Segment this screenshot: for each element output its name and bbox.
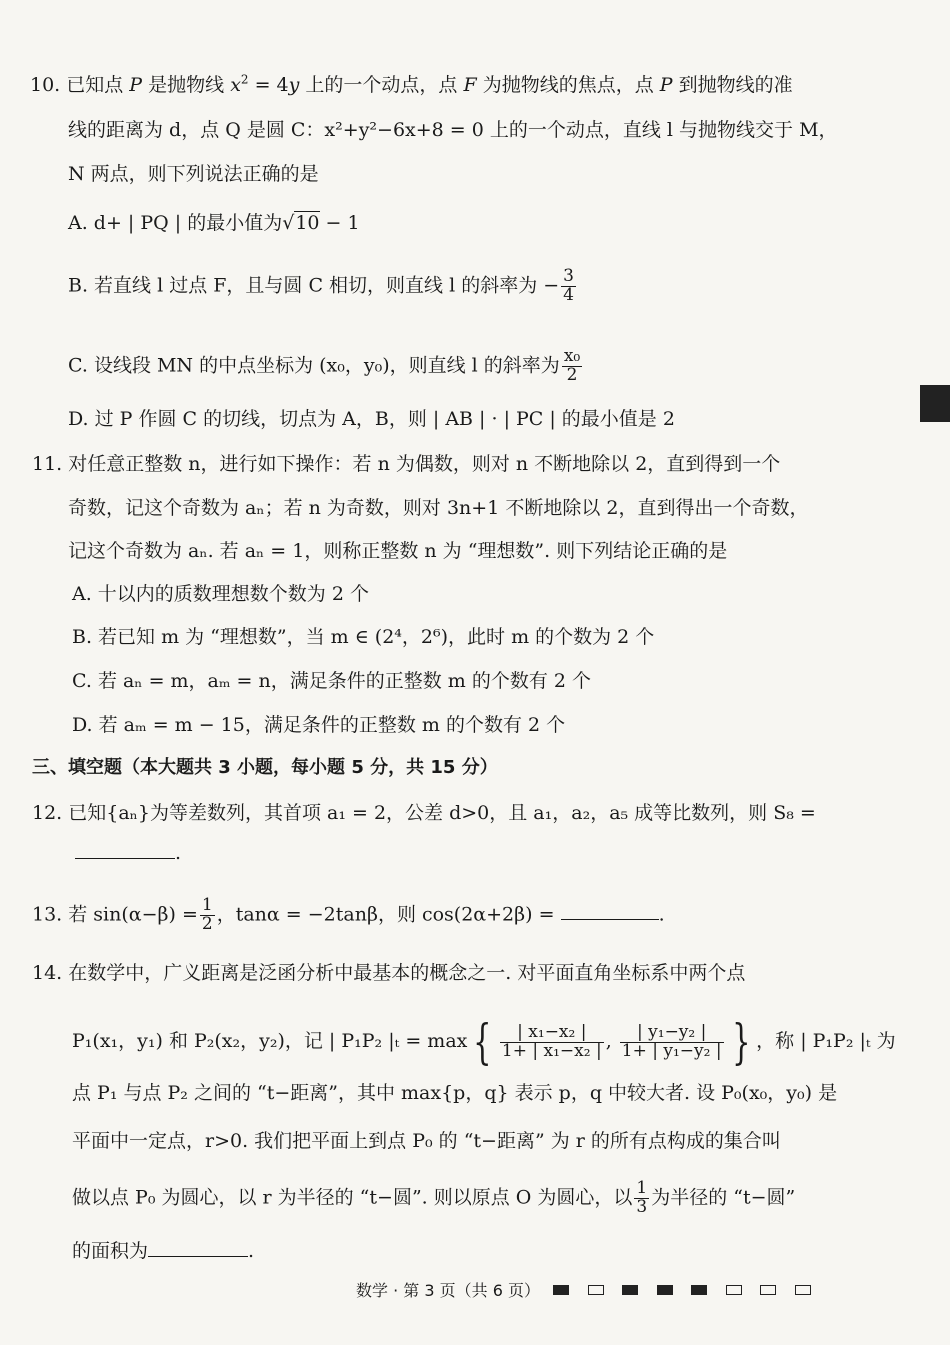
- q11-line3: 记这个奇数为 aₙ. 若 aₙ = 1，则称正整数 n 为 “理想数”. 则下列结论正确的是: [68, 540, 728, 562]
- sqrt-sign: √: [282, 212, 295, 234]
- q10-var-p: P: [659, 74, 673, 96]
- q13-text: 13. 若 sin(α−β) =: [32, 903, 198, 926]
- q10-text: 是抛物线: [142, 74, 231, 96]
- fraction: [562, 348, 582, 385]
- scan-mark-filled: [657, 1285, 673, 1295]
- q11-option-d: D. 若 aₘ = m − 15，满足条件的正整数 m 的个数有 2 个: [72, 714, 566, 736]
- option-text: C. 设线段 MN 的中点坐标为 (x₀，y₀)，则直线 l 的斜率为: [68, 354, 560, 377]
- q13-line: [32, 897, 665, 934]
- page-edge-tab: [920, 385, 950, 422]
- q11-line2: 奇数，记这个奇数为 aₙ；若 n 为奇数，则对 3n+1 不断地除以 2，直到得出一个奇数，: [68, 497, 809, 519]
- q10-text: 到抛物线的准: [672, 74, 793, 96]
- page-number: 数学 · 第 3 页（共 6 页）: [356, 1281, 540, 1300]
- q10-text: = 4: [248, 74, 289, 96]
- scan-mark-empty: [760, 1285, 776, 1295]
- fraction-denominator: 3: [636, 1196, 648, 1217]
- fraction: [200, 897, 215, 934]
- fraction-denominator: 2: [201, 913, 213, 934]
- q12-line1: 12. 已知{aₙ}为等差数列，其首项 a₁ = 2，公差 d>0，且 a₁，a₂，a₅ 成等比数列，则 S₈ =: [32, 802, 816, 824]
- q10-text: 为抛物线的焦点，点: [476, 74, 660, 96]
- q10-option-a: [68, 210, 360, 236]
- option-text: B. 若直线 l 过点 F，且与圆 C 相切，则直线 l 的斜率为 −: [68, 274, 560, 297]
- q14-line5: [72, 1180, 795, 1217]
- q10-var-y: y: [288, 74, 300, 96]
- page-footer: [0, 1275, 950, 1305]
- q11-option-b: B. 若已知 m 为 “理想数”，当 m ∈ (2⁴，2⁶)，此时 m 的个数为 2 个: [72, 626, 655, 648]
- answer-blank: [148, 1238, 248, 1257]
- fraction-denominator: 2: [566, 364, 578, 385]
- fraction-numerator: x₀: [563, 346, 581, 366]
- q11-option-a: A. 十以内的质数理想数个数为 2 个: [72, 583, 369, 605]
- q10-line3: N 两点，则下列说法正确的是: [68, 163, 319, 185]
- fraction-denominator: 1+ | x₁−x₂ |: [501, 1040, 602, 1061]
- fraction-numerator: | x₁−x₂ |: [500, 1024, 604, 1043]
- q14-line3: 点 P₁ 与点 P₂ 之间的 “t−距离”，其中 max{p，q} 表示 p，q 中较大者. 设 P₀(x₀，y₀) 是: [72, 1082, 838, 1104]
- q14-text: 为半径的 “t−圆”: [651, 1186, 796, 1209]
- q14-line4: 平面中一定点，r>0. 我们把平面上到点 P₀ 的 “t−距离” 为 r 的所有点构成的集合叫: [72, 1130, 781, 1152]
- q14-text: ，称 | P₁P₂ |ₜ 为: [756, 1030, 896, 1052]
- q10-line2: 线的距离为 d，点 Q 是圆 C：x²+y²−6x+8 = 0 上的一个动点，直线 l 与抛物线交于 M，: [68, 119, 838, 141]
- q14-text: P₁(x₁，y₁) 和 P₂(x₂，y₂)，记 | P₁P₂ |ₜ = max: [72, 1030, 468, 1052]
- period: .: [658, 903, 665, 926]
- q10-text: 10. 已知点: [30, 74, 130, 96]
- left-brace: {: [473, 1014, 492, 1070]
- fraction: [634, 1180, 649, 1217]
- q14-text: 做以点 P₀ 为圆心，以 r 为半径的 “t−圆”. 则以原点 O 为圆心，以: [72, 1186, 633, 1209]
- q10-var-f: F: [463, 74, 477, 96]
- section-heading: 三、填空题（本大题共 3 小题，每小题 5 分，共 15 分）: [32, 757, 498, 778]
- q11-line1: 11. 对任意正整数 n，进行如下操作：若 n 为偶数，则对 n 不断地除以 2，直到得到一个: [32, 453, 781, 475]
- right-brace: }: [731, 1014, 751, 1070]
- q10-line1: [30, 72, 793, 98]
- period: .: [248, 1240, 255, 1262]
- fraction: [620, 1021, 724, 1061]
- answer-blank: [75, 840, 175, 859]
- q14-text: 的面积为: [72, 1240, 149, 1262]
- fraction-denominator: 1+ | y₁−y₂ |: [621, 1040, 722, 1061]
- scan-mark-filled: [553, 1285, 569, 1295]
- fraction-numerator: 1: [636, 1178, 648, 1198]
- option-text: A. d+ | PQ | 的最小值为: [68, 212, 283, 234]
- q10-var-x: x: [230, 74, 241, 96]
- fraction: [561, 268, 576, 305]
- q10-var-p: P: [129, 74, 143, 96]
- scan-mark-filled: [622, 1285, 638, 1295]
- q10-exp: 2: [240, 72, 249, 87]
- fraction-numerator: 3: [563, 266, 574, 286]
- fraction-denominator: 4: [563, 284, 574, 305]
- q11-option-c: C. 若 aₙ = m，aₘ = n，满足条件的正整数 m 的个数有 2 个: [72, 670, 592, 692]
- fraction-numerator: 1: [201, 895, 213, 915]
- q12-line2: [75, 840, 181, 866]
- q14-line2: P₁(x₁，y₁) 和 P₂(x₂，y₂)，记 | P₁P₂ |ₜ = max { $\frac{\text{| x₁−x₂ |}}{\text{1+ | x₁−x₂ |}}$ , $\frac{\text{| y₁−y₂ |}}{\text{1+ | y₁−y₂ |}}$ } ，称 | P₁P₂ |ₜ 为: [72, 1014, 896, 1070]
- q10-option-b: [68, 268, 578, 305]
- q10-text: 上的一个动点，点: [299, 74, 464, 96]
- scan-mark-empty: [795, 1285, 811, 1295]
- q13-text: ，tanα = −2tanβ，则 cos(2α+2β) =: [216, 903, 555, 926]
- option-text: − 1: [319, 212, 360, 234]
- fraction: [500, 1021, 604, 1061]
- period: .: [175, 842, 182, 864]
- q10-option-c: [68, 348, 584, 385]
- q14-line6: [72, 1238, 254, 1264]
- fraction-numerator: | y₁−y₂ |: [620, 1024, 724, 1043]
- q14-line1: 14. 在数学中，广义距离是泛函分析中最基本的概念之一. 对平面直角坐标系中两个点: [32, 962, 746, 984]
- q10-option-d: D. 过 P 作圆 C 的切线，切点为 A，B，则 | AB | · | PC | 的最小值是 2: [68, 408, 675, 430]
- scan-mark-empty: [726, 1285, 742, 1295]
- answer-blank: [561, 901, 659, 920]
- scan-mark-filled: [691, 1285, 707, 1295]
- scan-mark-empty: [588, 1285, 604, 1295]
- radicand: 10: [295, 212, 320, 234]
